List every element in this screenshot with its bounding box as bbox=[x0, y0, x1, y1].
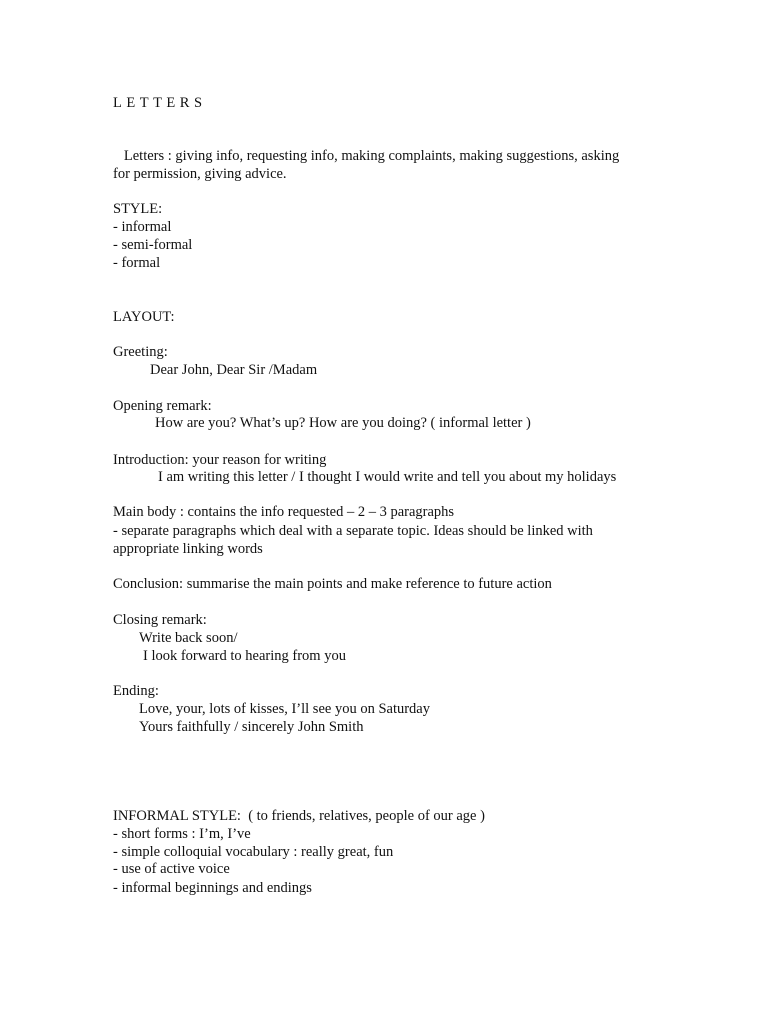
introduction-label: Introduction: your reason for writing bbox=[113, 452, 327, 468]
closing-remark-example-1: Write back soon/ bbox=[139, 630, 238, 646]
ending-example-2: Yours faithfully / sincerely John Smith bbox=[139, 719, 364, 735]
conclusion-text: Conclusion: summarise the main points and make reference to future action bbox=[113, 576, 552, 592]
main-body-line-3: appropriate linking words bbox=[113, 541, 263, 557]
style-item-formal: - formal bbox=[113, 255, 161, 271]
informal-style-heading: INFORMAL STYLE: ( to friends, relatives, people of our age ) bbox=[113, 808, 485, 824]
informal-style-item: - short forms : I’m, I’ve bbox=[113, 826, 251, 842]
ending-example-1: Love, your, lots of kisses, I’ll see you on Saturday bbox=[139, 701, 430, 717]
greeting-label: Greeting: bbox=[113, 344, 168, 360]
main-body-line-1: Main body : contains the info requested – 2 – 3 paragraphs bbox=[113, 504, 455, 520]
main-body-line-2: - separate paragraphs which deal with a separate topic. Ideas should be linked with bbox=[113, 523, 593, 539]
ending-label: Ending: bbox=[113, 683, 159, 699]
informal-style-item: - informal beginnings and endings bbox=[113, 880, 312, 896]
style-item-informal: - informal bbox=[113, 219, 172, 235]
informal-style-item: - use of active voice bbox=[113, 861, 230, 877]
intro-line-2: for permission, giving advice. bbox=[113, 166, 287, 182]
closing-remark-label: Closing remark: bbox=[113, 612, 207, 628]
opening-remark-example: How are you? What’s up? How are you doing? ( informal letter ) bbox=[155, 415, 531, 431]
style-heading: STYLE: bbox=[113, 201, 163, 217]
greeting-example: Dear John, Dear Sir /Madam bbox=[150, 362, 318, 378]
informal-style-item: - simple colloquial vocabulary : really great, fun bbox=[113, 844, 394, 860]
introduction-example: I am writing this letter / I thought I would write and tell you about my holidays bbox=[158, 469, 617, 485]
layout-heading: LAYOUT: bbox=[113, 309, 175, 325]
document-title: LETTERS bbox=[113, 95, 207, 111]
opening-remark-label: Opening remark: bbox=[113, 398, 212, 414]
intro-line-1: Letters : giving info, requesting info, making complaints, making suggestions, asking bbox=[113, 148, 620, 164]
closing-remark-example-2: I look forward to hearing from you bbox=[143, 648, 346, 664]
style-item-semi-formal: - semi-formal bbox=[113, 237, 193, 253]
